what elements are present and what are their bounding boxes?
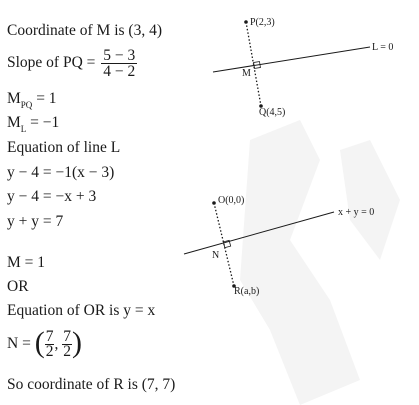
equation-step-2: y − 4 = −x + 3 [7,188,97,205]
conclusion: So coordinate of R is (7, 7) [7,376,176,393]
l-subscript: L [20,124,27,134]
p-label: P(2,3) [250,17,275,28]
n-x-numerator: 7 [45,328,54,345]
equation-title: Equation of line L [7,139,121,156]
m-symbol: M [7,114,21,131]
open-paren: ( [34,325,45,359]
n-comma: , [54,335,59,353]
m-symbol: M [7,90,21,107]
slope-denominator: 4 − 2 [103,63,136,80]
line-label-2: x + y = 0 [338,207,375,218]
o-label: O(0,0) [218,195,245,206]
or-heading: OR [7,278,29,295]
pq-subscript: PQ [20,100,33,110]
m-equals-one: M = 1 [7,254,46,271]
n-label: N = [7,335,31,353]
point-o [212,201,216,205]
n-label-fig: N [212,250,220,261]
m-label: M [242,68,251,79]
slope-label: Slope of PQ = [7,54,96,72]
ml-value: = −1 [26,114,60,131]
equation-step-3: y + y = 7 [7,213,64,230]
n-x-denominator: 2 [45,343,54,360]
line-x-plus-y [184,212,334,254]
n-y-numerator: 7 [63,328,71,345]
r-label: R(a,b) [234,286,260,297]
equation-of-or: Equation of OR is y = x [7,302,156,319]
n-y-denominator: 2 [63,343,71,360]
slope-numerator: 5 − 3 [103,47,136,64]
equation-step-1: y − 4 = −1(x − 3) [7,164,115,181]
line-l [213,47,370,72]
line-l-label: L = 0 [372,42,394,53]
point-p [244,20,248,24]
coordinate-of-m: Coordinate of M is (3, 4) [7,22,162,39]
close-paren: ) [71,325,82,359]
q-label: Q(4,5) [259,107,286,118]
mpq-value: = 1 [32,90,57,107]
